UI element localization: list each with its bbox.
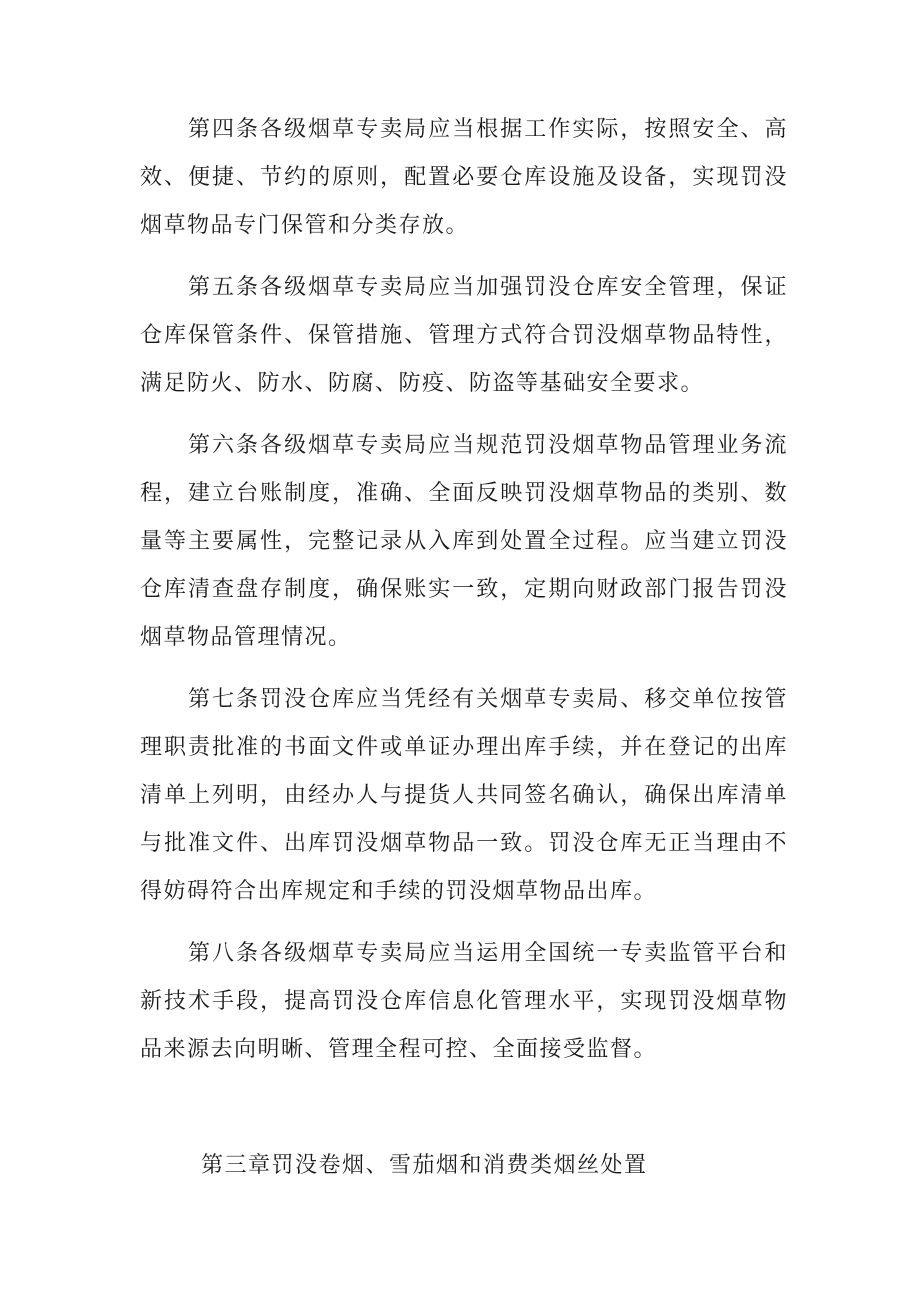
article-4-paragraph: 第四条各级烟草专卖局应当根据工作实际，按照安全、高效、便捷、节约的原则，配置必要仓库设施及设备，实现罚没烟草物品专门保管和分类存放。 <box>140 117 788 238</box>
article-7-paragraph: 第七条罚没仓库应当凭经有关烟草专卖局、移交单位按管理职责批准的书面文件或单证办理出库手续，并在登记的出库清单上列明，由经办人与提货人共同签名确认，确保出库清单与批准文件、出库罚没烟草物品一致。罚没仓库无正当理由不得妨碍符合出库规定和手续的罚没烟草物品出库。 <box>140 687 788 904</box>
article-6-paragraph: 第六条各级烟草专卖局应当规范罚没烟草物品管理业务流程，建立台账制度，准确、全面反映罚没烟草物品的类别、数量等主要属性，完整记录从入库到处置全过程。应当建立罚没仓库清查盘存制度，确保账实一致，定期向财政部门报告罚没烟草物品管理情况。 <box>140 433 788 650</box>
article-5-paragraph: 第五条各级烟草专卖局应当加强罚没仓库安全管理，保证仓库保管条件、保管措施、管理方式符合罚没烟草物品特性，满足防火、防水、防腐、防疫、防盗等基础安全要求。 <box>140 275 788 396</box>
chapter-3-heading: 第三章罚没卷烟、雪茄烟和消费类烟丝处置 <box>201 1153 648 1178</box>
article-8-paragraph: 第八条各级烟草专卖局应当运用全国统一专卖监管平台和新技术手段，提高罚没仓库信息化管理水平，实现罚没烟草物品来源去向明晰、管理全程可控、全面接受监督。 <box>140 941 788 1062</box>
